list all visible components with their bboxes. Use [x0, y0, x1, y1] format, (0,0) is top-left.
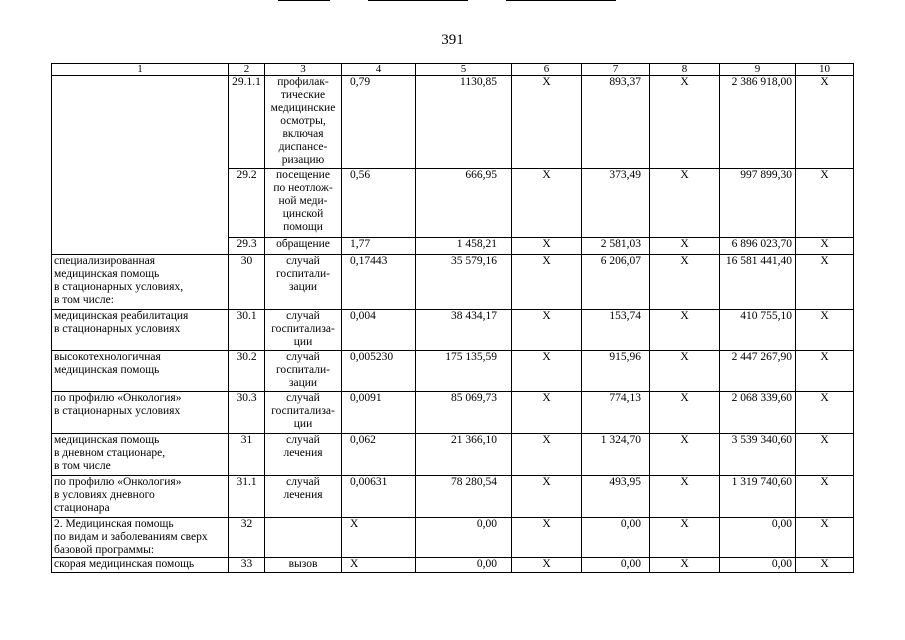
- cell-row-code: 30.1: [229, 310, 265, 351]
- cell-total: 6 896 023,70: [720, 238, 796, 255]
- cell-row-code: 30.2: [229, 351, 265, 392]
- cell-total: 1 319 740,60: [720, 476, 796, 518]
- table-row: [52, 255, 854, 310]
- cell-total: 997 899,30: [720, 169, 796, 238]
- table-row: [52, 558, 854, 573]
- cell-cost: 666,95: [416, 169, 512, 238]
- cell-volume: 0,17443: [342, 255, 416, 310]
- cell-col6: X: [512, 76, 582, 169]
- cell-unit: обращение: [265, 238, 342, 255]
- cell-total: 2 447 267,90: [720, 351, 796, 392]
- column-number: 9: [720, 64, 796, 76]
- cell-col10: X: [796, 238, 854, 255]
- cell-col8: X: [650, 255, 720, 310]
- page-number: 391: [441, 32, 464, 48]
- column-number: 3: [265, 64, 342, 76]
- cell-unit: профилак- тические медицинские осмотры, включая диспансе- ризацию: [265, 76, 342, 169]
- cell-row-code: 30.3: [229, 392, 265, 434]
- cell-col10: X: [796, 310, 854, 351]
- cell-col8: X: [650, 476, 720, 518]
- cell-unit: случай лечения: [265, 434, 342, 476]
- cell-total: 2 386 918,00: [720, 76, 796, 169]
- cell-volume: 0,0091: [342, 392, 416, 434]
- cell-col10: X: [796, 351, 854, 392]
- cell-row-label: по профилю «Онкология» в стационарных условиях: [52, 392, 229, 434]
- column-number: 4: [342, 64, 416, 76]
- cell-per-capita: 493,95: [582, 476, 650, 518]
- table-row: [52, 434, 854, 476]
- cell-row-code: 30: [229, 255, 265, 310]
- cell-col6: X: [512, 255, 582, 310]
- cell-row-label: по профилю «Онкология» в условиях дневного стационара: [52, 476, 229, 518]
- cell-unit: случай госпитализа- ции: [265, 392, 342, 434]
- cell-total: 2 068 339,60: [720, 392, 796, 434]
- cell-row-code: 31.1: [229, 476, 265, 518]
- cell-total: 410 755,10: [720, 310, 796, 351]
- cell-per-capita: 153,74: [582, 310, 650, 351]
- cell-row-label: медицинская реабилитация в стационарных условиях: [52, 310, 229, 351]
- cell-volume: 0,004: [342, 310, 416, 351]
- cell-per-capita: 373,49: [582, 169, 650, 238]
- cell-volume: 0,79: [342, 76, 416, 169]
- cell-per-capita: 2 581,03: [582, 238, 650, 255]
- cell-col6: X: [512, 238, 582, 255]
- cell-total: 0,00: [720, 558, 796, 573]
- table-row: [52, 76, 854, 169]
- cell-col10: X: [796, 518, 854, 558]
- cell-col6: X: [512, 476, 582, 518]
- cell-row-code: 29.3: [229, 238, 265, 255]
- cell-col8: X: [650, 76, 720, 169]
- column-number: 6: [512, 64, 582, 76]
- cell-col6: X: [512, 310, 582, 351]
- cell-cost: 175 135,59: [416, 351, 512, 392]
- column-number: 7: [582, 64, 650, 76]
- cell-col6: X: [512, 518, 582, 558]
- cell-unit: посещение по неотлож- ной меди- цинской помощи: [265, 169, 342, 238]
- cell-per-capita: 774,13: [582, 392, 650, 434]
- cell-unit: случай госпитали- зации: [265, 255, 342, 310]
- cell-total: 0,00: [720, 518, 796, 558]
- cell-col10: X: [796, 392, 854, 434]
- cell-row-label: медицинская помощь в дневном стационаре, в том числе: [52, 434, 229, 476]
- cell-col8: X: [650, 518, 720, 558]
- cell-col6: X: [512, 434, 582, 476]
- cell-col10: X: [796, 558, 854, 573]
- table-row: [52, 351, 854, 392]
- cell-volume: X: [342, 518, 416, 558]
- cell-volume: 0,062: [342, 434, 416, 476]
- cell-volume: 0,56: [342, 169, 416, 238]
- cell-col10: X: [796, 434, 854, 476]
- column-number-row: [52, 64, 854, 76]
- cell-unit: случай лечения: [265, 476, 342, 518]
- cell-per-capita: 915,96: [582, 351, 650, 392]
- cell-total: 16 581 441,40: [720, 255, 796, 310]
- cell-col8: X: [650, 392, 720, 434]
- cell-unit: случай госпитализа- ции: [265, 310, 342, 351]
- cell-row-label: скорая медицинская помощь: [52, 558, 229, 573]
- cell-cost: 38 434,17: [416, 310, 512, 351]
- cell-row-code: 29.2: [229, 169, 265, 238]
- cell-col10: X: [796, 76, 854, 169]
- cell-per-capita: 893,37: [582, 76, 650, 169]
- cell-row-code: 29.1.1: [229, 76, 265, 169]
- cell-col8: X: [650, 169, 720, 238]
- cell-col10: X: [796, 169, 854, 238]
- cell-col6: X: [512, 169, 582, 238]
- cell-volume: 1,77: [342, 238, 416, 255]
- cell-col6: X: [512, 558, 582, 573]
- cell-volume: 0,00631: [342, 476, 416, 518]
- cell-cost: 85 069,73: [416, 392, 512, 434]
- cell-col8: X: [650, 238, 720, 255]
- column-number: 8: [650, 64, 720, 76]
- column-number: 10: [796, 64, 854, 76]
- cell-row-label: 2. Медицинская помощь по видам и заболеваниям сверх базовой программы:: [52, 518, 229, 558]
- top-rule-center: [368, 0, 468, 1]
- cell-cost: 1130,85: [416, 76, 512, 169]
- column-number: 2: [229, 64, 265, 76]
- cell-per-capita: 1 324,70: [582, 434, 650, 476]
- cell-row-code: 32: [229, 518, 265, 558]
- cell-cost: 78 280,54: [416, 476, 512, 518]
- cell-cost: 0,00: [416, 558, 512, 573]
- cell-per-capita: 0,00: [582, 518, 650, 558]
- cell-col8: X: [650, 310, 720, 351]
- cell-col8: X: [650, 434, 720, 476]
- cell-cost: 1 458,21: [416, 238, 512, 255]
- table-row: [52, 518, 854, 558]
- cell-row-label: специализированная медицинская помощь в стационарных условиях, в том числе:: [52, 255, 229, 310]
- data-table: [51, 63, 854, 573]
- cell-unit: случай госпитали- зации: [265, 351, 342, 392]
- column-number: 1: [52, 64, 229, 76]
- cell-col10: X: [796, 255, 854, 310]
- cell-cost: 0,00: [416, 518, 512, 558]
- cell-volume: 0,005230: [342, 351, 416, 392]
- cell-volume: X: [342, 558, 416, 573]
- table-row: [52, 476, 854, 518]
- cell-row-code: 33: [229, 558, 265, 573]
- table-body: [52, 64, 854, 573]
- top-rule-right: [506, 0, 616, 1]
- table-row: [52, 392, 854, 434]
- cell-col8: X: [650, 558, 720, 573]
- cell-unit: [265, 518, 342, 558]
- cell-cost: 21 366,10: [416, 434, 512, 476]
- cell-col8: X: [650, 351, 720, 392]
- cell-col6: X: [512, 351, 582, 392]
- cell-col10: X: [796, 476, 854, 518]
- cell-per-capita: 6 206,07: [582, 255, 650, 310]
- column-number: 5: [416, 64, 512, 76]
- cell-unit: вызов: [265, 558, 342, 573]
- table-row: [52, 310, 854, 351]
- cell-row-code: 31: [229, 434, 265, 476]
- cell-col6: X: [512, 392, 582, 434]
- cell-cost: 35 579,16: [416, 255, 512, 310]
- cell-total: 3 539 340,60: [720, 434, 796, 476]
- cell-row-label: высокотехнологичная медицинская помощь: [52, 351, 229, 392]
- cell-row-label: [52, 76, 229, 255]
- cell-per-capita: 0,00: [582, 558, 650, 573]
- top-rule-left: [278, 0, 330, 1]
